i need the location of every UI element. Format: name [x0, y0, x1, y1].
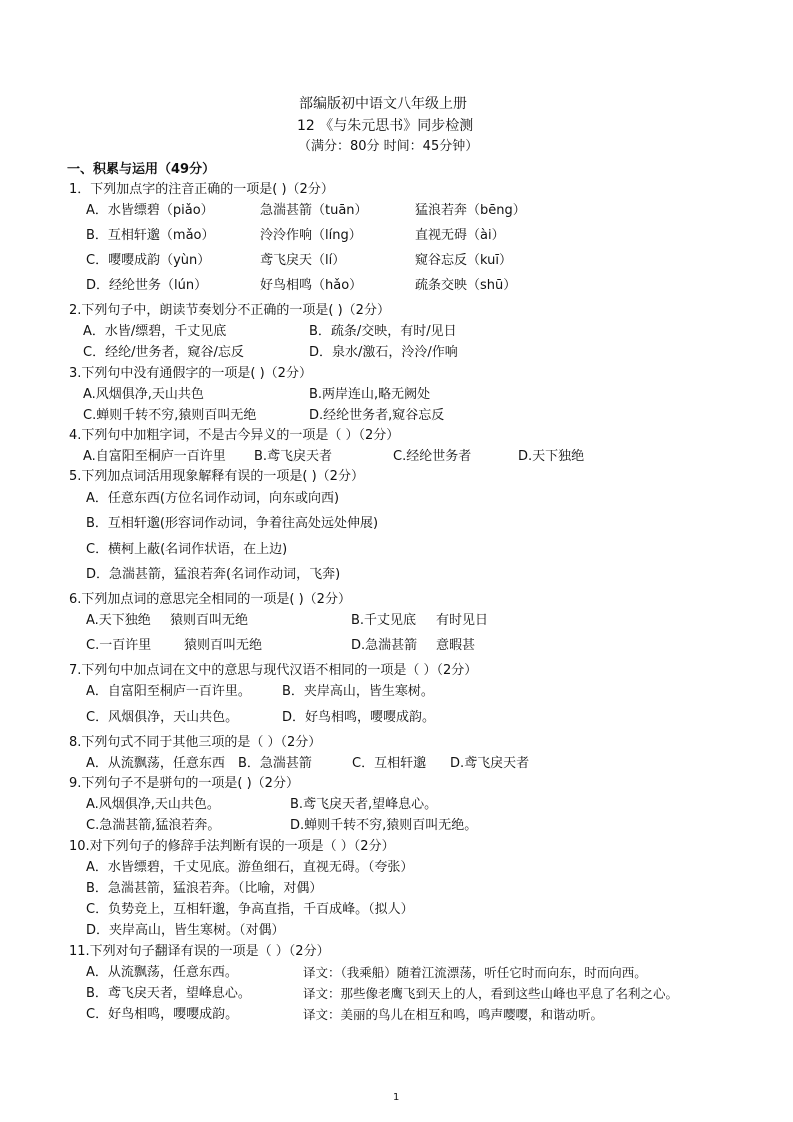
q5-option-a: A．任意东西(方位名词作动词，向东或向西)	[86, 491, 340, 506]
q1-option-c3: 窥谷忘反（kuī）	[415, 253, 512, 268]
q11-option-c: C．好鸟相鸣，嘤嘤成韵。	[86, 1007, 239, 1022]
q6-option-a2: 猿则百叫无绝	[170, 613, 249, 628]
q3-option-c: C.蝉则千转不穷,猿则百叫无绝	[83, 408, 257, 423]
section-heading: 一、积累与运用（49分）	[67, 162, 216, 177]
q8-option-d: D.鸢飞戾天者	[450, 756, 530, 771]
q6-option-d2: 意暇甚	[436, 638, 476, 653]
q6-option-b2: 有时见日	[436, 613, 489, 628]
q6-option-b1: B.千丈见底	[351, 613, 417, 628]
question-6-stem: 6.下列加点词的意思完全相同的一项是( )（2分）	[69, 592, 351, 607]
q6-option-c1: C.一百许里	[86, 638, 152, 653]
q4-option-c: C.经纶世务者	[393, 449, 472, 464]
q2-option-a: A．水皆/缥碧，千丈见底	[83, 324, 227, 339]
q8-option-a: A．从流飘荡，任意东西	[86, 756, 225, 771]
question-2-stem: 2.下列句子中，朗读节奏划分不正确的一项是( )（2分）	[69, 303, 390, 318]
q2-option-d: D．泉水/激石，泠泠/作响	[309, 345, 458, 360]
q7-option-a: A．自富阳至桐庐一百许里。	[86, 684, 251, 699]
q5-option-b: B．互相轩邈(形容词作动词，争着往高处远处伸展)	[86, 516, 379, 531]
q4-option-a: A.自富阳至桐庐一百许里	[83, 449, 226, 464]
q2-option-b: B．疏条/交映，有时/见日	[309, 324, 457, 339]
q1-option-c1: C．嘤嘤成韵（yùn）	[86, 253, 211, 268]
q3-option-b: B.两岸连山,略无阙处	[309, 387, 431, 402]
q4-option-b: B.鸢飞戾天者	[254, 449, 333, 464]
q9-option-c: C.急湍甚箭,猛浪若奔。	[86, 818, 221, 833]
doc-subtitle: 12 《与朱元思书》同步检测	[297, 118, 474, 134]
question-7-stem: 7.下列句中加点词在文中的意思与现代汉语不相同的一项是（ ）（2分）	[69, 663, 478, 678]
q10-option-c: C．负势竞上，互相轩邈，争高直指，千百成峰。（拟人）	[86, 902, 414, 917]
q1-option-c2: 鸢飞戾天（lí）	[260, 253, 346, 268]
q6-option-a1: A.天下独绝	[86, 613, 151, 628]
q7-option-d: D．好鸟相鸣，嘤嘤成韵。	[282, 710, 436, 725]
q5-option-c: C．横柯上蔽(名词作状语，在上边)	[86, 542, 288, 557]
q5-option-d: D．急湍甚箭，猛浪若奔(名词作动词，飞奔)	[86, 567, 341, 582]
question-5-stem: 5.下列加点词活用现象解释有误的一项是( )（2分）	[69, 469, 364, 484]
q10-option-d: D．夹岸高山，皆生寒树。（对偶）	[86, 923, 285, 938]
q1-option-b1: B．互相轩邈（mǎo）	[86, 228, 215, 243]
q10-option-a: A．水皆缥碧，千丈见底。游鱼细石，直视无碍。（夸张）	[86, 860, 414, 875]
q1-option-d2: 好鸟相鸣（hǎo）	[260, 278, 363, 293]
page-number: 1	[393, 1092, 400, 1103]
q11-translation-a: 译文：（我乘船）随着江流漂荡，听任它时而向东，时而向西。	[303, 965, 647, 980]
q1-option-a2: 急湍甚箭（tuān）	[260, 203, 368, 218]
question-8-stem: 8.下列句式不同于其他三项的是（ ）（2分）	[69, 735, 322, 750]
q2-option-c: C．经纶/世务者，窥谷/忘反	[83, 345, 244, 360]
question-11-stem: 11.下列对句子翻译有误的一项是（ ）（2分）	[69, 944, 330, 959]
q9-option-a: A.风烟俱净,天山共色。	[86, 797, 220, 812]
doc-title: 部编版初中语文八年级上册	[299, 96, 467, 112]
q1-option-a3: 猛浪若奔（bēng）	[415, 203, 526, 218]
q6-option-c2: 猿则百叫无绝	[184, 638, 263, 653]
doc-meta: （满分：80分 时间：45分钟）	[298, 139, 479, 154]
q11-translation-b: 译文：那些像老鹰飞到天上的人，看到这些山峰也平息了名利之心。	[303, 986, 679, 1001]
q3-option-d: D.经纶世务者,窥谷忘反	[309, 408, 445, 423]
question-3-stem: 3.下列句中没有通假字的一项是( )（2分）	[69, 366, 312, 381]
question-1-stem: 1．下列加点字的注音正确的一项是( )（2分）	[69, 182, 334, 197]
q7-option-c: C．风烟俱净，天山共色。	[86, 710, 239, 725]
q1-option-b3: 直视无碍（ài）	[415, 228, 505, 243]
question-10-stem: 10.对下列句子的修辞手法判断有误的一项是（ ）（2分）	[69, 839, 395, 854]
q6-option-d1: D.急湍甚箭	[351, 638, 418, 653]
q11-option-a: A．从流飘荡，任意东西。	[86, 965, 238, 980]
q8-option-b: B．急湍甚箭	[238, 756, 312, 771]
q8-option-c: C．互相轩邈	[352, 756, 427, 771]
question-4-stem: 4.下列句中加粗字词，不是古今异义的一项是（ ）（2分）	[69, 428, 400, 443]
q1-option-a1: A．水皆缥碧（piǎo）	[86, 203, 214, 218]
q11-translation-c: 译文：美丽的鸟儿在相互和鸣，鸣声嘤嘤，和谐动听。	[303, 1007, 604, 1022]
q4-option-d: D.天下独绝	[518, 449, 585, 464]
q9-option-b: B.鸢飞戾天者,望峰息心。	[290, 797, 438, 812]
q9-option-d: D.蝉则千转不穷,猿则百叫无绝。	[290, 818, 478, 833]
q3-option-a: A.风烟俱净,天山共色	[83, 387, 204, 402]
q7-option-b: B．夹岸高山，皆生寒树。	[282, 684, 434, 699]
question-9-stem: 9.下列句子不是骈句的一项是( )（2分）	[69, 776, 299, 791]
q1-option-d3: 疏条交映（shū）	[415, 278, 517, 293]
q1-option-b2: 泠泠作响（líng）	[260, 228, 362, 243]
q11-option-b: B．鸢飞戾天者，望峰息心。	[86, 986, 251, 1001]
q1-option-d1: D．经纶世务（lún）	[86, 278, 208, 293]
q10-option-b: B．急湍甚箭，猛浪若奔。（比喻，对偶）	[86, 881, 323, 896]
